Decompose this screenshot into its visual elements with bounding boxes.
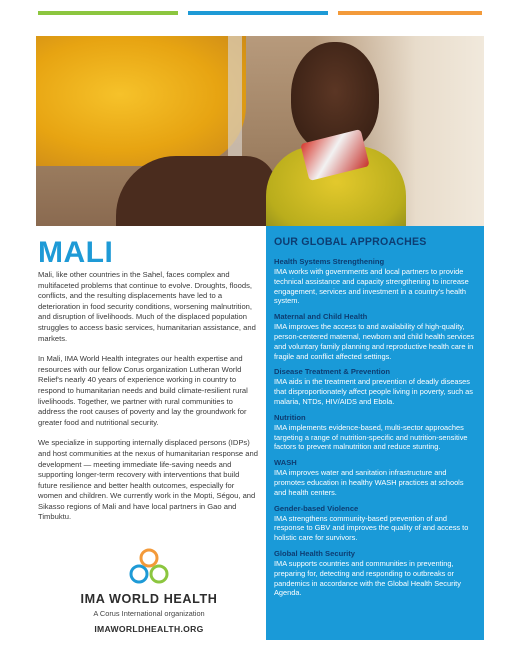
approach-title: Health Systems Strengthening [274,257,385,266]
hero-photo [36,36,484,226]
global-approaches-panel [266,226,484,640]
intro-paragraph: We specialize in supporting internally displaced persons (IDPs) and host communities at the nexus of humanitarian response and development — meeting immediate life-saving needs and supporting longer-term recovery with interventions that build future resilience and better health outcomes, especially for women and children. We currently work in the Mopti, Ségou, and Sikasso regions of Mali and have local partners in Gao and Timbuktu. [38,438,258,522]
photo-adult-arm [116,156,276,226]
approach-text: IMA improves water and sanitation infrastructure and promotes education in healthy WASH practices at schools and health centers. [274,468,464,497]
intro-paragraph: In Mali, IMA World Health integrates our health expertise and resources with our fellow Corus organization Lutheran World Relief's nearly 40 years of experience working in country to respond to humanitarian needs and build climate-resilient rural livelihoods. Together, we partner with rural communities to address the root causes of poverty and lay the groundwork for greater food and nutritional security. [38,354,248,427]
approach-item [274,257,476,306]
approach-item [274,504,476,543]
approach-item [274,312,476,361]
intro-paragraph: Mali, like other countries in the Sahel, faces complex and multifaceted problems that continue to evolve. Droughts, floods, conflicts, and the resulting displacements have led to a deterioration in food security conditions, worsening malnutrition, and disruption of livelihoods. Much of the displaced population struggles to access basic services, humanitarian assistance, and markets. [38,270,256,343]
website-url[interactable]: IMAWORLDHEALTH.ORG [94,624,204,634]
approach-item [274,549,476,598]
approach-title: Gender-based Violence [274,503,359,513]
ima-logo [38,546,260,634]
approach-text: IMA works with governments and local partners to provide technical assistance and capacity strengthening to increase engagement, services and investment in a country's health system. [274,267,469,306]
blue-bar [188,11,328,15]
approach-title: WASH [274,458,297,468]
approach-title: Disease Treatment & Prevention [274,367,391,377]
photo-adult-shirt [36,36,246,166]
green-bar [38,11,178,15]
approach-text: IMA aids in the treatment and prevention of deadly diseases that disproportionately affect people living in poverty, such as malaria, NTDs, HIV/AIDS and Ebola. [274,377,473,406]
header-color-bars [38,11,482,16]
approach-text: IMA strengthens community-based prevention of and response to GBV and improves the quality of and access to holistic care for survivors. [274,513,469,543]
page-title: MALI [38,236,114,269]
logo-tagline: A Corus International organization [93,609,205,618]
logo-circles-icon [126,546,172,588]
approach-item [274,458,476,497]
approach-item [274,367,476,406]
approach-title: Nutrition [274,412,306,422]
panel-heading: OUR GLOBAL APPROACHES [274,236,427,248]
approach-text: IMA implements evidence-based, multi-sector approaches targeting a range of nutrition-specific and nutrition-sensitive factors to prevent malnutrition and reduce stunting. [274,422,468,452]
intro-text [38,270,260,533]
approach-text: IMA improves the access to and availability of high-quality, person-centered maternal, newborn and child health services and voluntary family planning and reproductive health care in fragile and conflict affected settings. [274,322,475,361]
approach-title: Global Health Security [274,548,356,558]
approach-text: IMA supports countries and communities in preventing, preparing for, detecting and responding to outbreaks or pandemics in accordance with the Global Health Security Agenda. [274,558,461,598]
approach-item [274,413,476,452]
approach-title: Maternal and Child Health [274,312,368,322]
orange-bar [338,11,482,15]
logo-org-name: IMA WORLD HEALTH [80,592,218,606]
